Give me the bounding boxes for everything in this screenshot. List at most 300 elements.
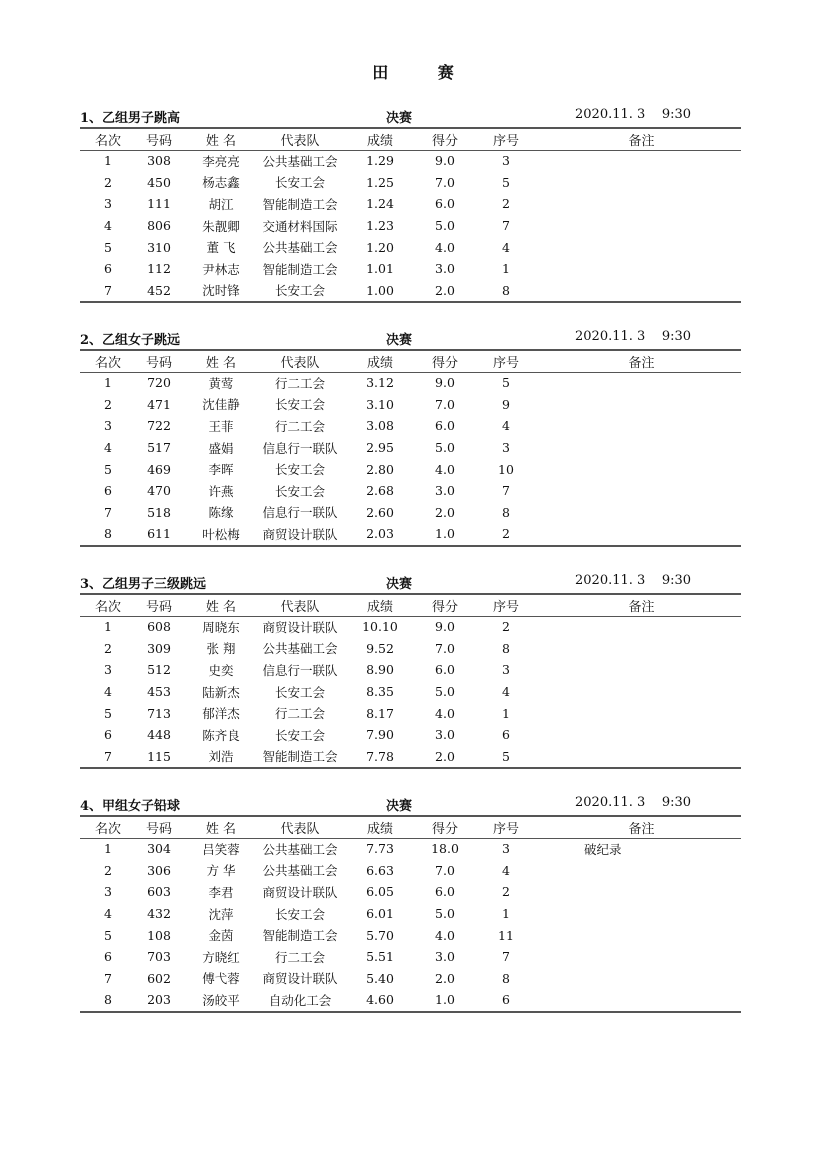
cell-team: 智能制造工会 bbox=[262, 261, 338, 277]
column-header: 得分 bbox=[431, 822, 458, 837]
table-row bbox=[80, 968, 741, 990]
cell-note bbox=[542, 616, 741, 638]
cell-points: 2.0 bbox=[435, 970, 455, 986]
event-round: 决赛 bbox=[386, 333, 413, 348]
cell-no: 603 bbox=[147, 884, 171, 900]
cell-points: 5.0 bbox=[435, 684, 455, 700]
cell-name: 沈佳静 bbox=[202, 397, 240, 413]
cell-rank: 3 bbox=[104, 196, 112, 212]
cell-no: 450 bbox=[147, 174, 171, 190]
results-table bbox=[80, 817, 741, 1011]
cell-no: 310 bbox=[147, 239, 171, 255]
cell-points: 6.0 bbox=[435, 196, 455, 212]
cell-note bbox=[542, 881, 741, 903]
cell-rank: 1 bbox=[104, 841, 112, 857]
cell-no: 111 bbox=[147, 196, 171, 212]
cell-rank: 3 bbox=[104, 884, 112, 900]
cell-name: 李君 bbox=[208, 884, 234, 900]
cell-no: 203 bbox=[147, 992, 171, 1008]
cell-team: 商贸设计联队 bbox=[262, 884, 338, 900]
cell-note bbox=[542, 258, 741, 280]
event-header bbox=[80, 105, 741, 127]
cell-note bbox=[542, 458, 741, 480]
header-bottom-rule bbox=[80, 838, 741, 839]
event-name: 2、乙组女子跳远 bbox=[80, 333, 181, 348]
cell-no: 453 bbox=[147, 684, 171, 700]
cell-score: 3.08 bbox=[366, 418, 394, 434]
cell-name: 汤皎平 bbox=[202, 992, 240, 1008]
cell-team: 长安工会 bbox=[274, 483, 325, 499]
cell-team: 长安工会 bbox=[274, 283, 325, 299]
cell-order: 10 bbox=[498, 461, 514, 477]
table-row bbox=[80, 659, 741, 681]
cell-team: 公共基础工会 bbox=[262, 240, 338, 256]
header-bottom-rule bbox=[80, 150, 741, 151]
cell-name: 刘浩 bbox=[208, 749, 234, 765]
table-row bbox=[80, 193, 741, 215]
cell-score: 6.01 bbox=[366, 906, 394, 922]
cell-note bbox=[542, 989, 741, 1011]
cell-name: 沈萍 bbox=[208, 906, 234, 922]
cell-name: 尹林志 bbox=[202, 261, 240, 277]
cell-no: 512 bbox=[147, 662, 171, 678]
cell-name: 杨志鑫 bbox=[202, 175, 240, 191]
cell-rank: 7 bbox=[104, 282, 112, 298]
table-row bbox=[80, 236, 741, 258]
cell-note bbox=[542, 523, 741, 545]
cell-no: 517 bbox=[147, 440, 171, 456]
column-header: 名次 bbox=[94, 356, 121, 371]
cell-score: 8.35 bbox=[366, 684, 394, 700]
event-datetime: 2020.11. 3 9:30 bbox=[575, 573, 692, 588]
table-row bbox=[80, 702, 741, 724]
cell-no: 806 bbox=[147, 218, 171, 234]
cell-name: 李晖 bbox=[208, 462, 234, 478]
cell-no: 608 bbox=[147, 619, 171, 635]
cell-rank: 6 bbox=[104, 261, 112, 277]
table-row bbox=[80, 860, 741, 882]
column-header: 备注 bbox=[628, 134, 655, 149]
column-header-row bbox=[80, 595, 741, 616]
cell-name: 陆新杰 bbox=[202, 684, 240, 700]
table-row bbox=[80, 437, 741, 459]
cell-order: 5 bbox=[502, 375, 510, 391]
cell-team: 交通材料国际 bbox=[262, 218, 338, 234]
event-name: 3、乙组男子三级跳远 bbox=[80, 577, 207, 592]
cell-note bbox=[542, 924, 741, 946]
cell-order: 2 bbox=[502, 884, 510, 900]
cell-score: 1.01 bbox=[366, 261, 394, 277]
cell-note bbox=[542, 480, 741, 502]
column-header: 得分 bbox=[431, 600, 458, 615]
cell-points: 5.0 bbox=[435, 218, 455, 234]
table-row bbox=[80, 523, 741, 545]
table-bottom-rule bbox=[80, 545, 741, 547]
table-row bbox=[80, 258, 741, 280]
event-datetime: 2020.11. 3 9:30 bbox=[575, 107, 692, 122]
table-row bbox=[80, 215, 741, 237]
cell-no: 108 bbox=[147, 927, 171, 943]
column-header: 备注 bbox=[628, 822, 655, 837]
page-title: 田 赛 bbox=[372, 63, 476, 82]
cell-rank: 5 bbox=[104, 461, 112, 477]
table-row bbox=[80, 746, 741, 768]
column-header: 序号 bbox=[492, 356, 519, 371]
cell-order: 3 bbox=[502, 153, 510, 169]
cell-rank: 8 bbox=[104, 526, 112, 542]
cell-note bbox=[542, 903, 741, 925]
cell-score: 3.12 bbox=[366, 375, 394, 391]
results-table bbox=[80, 129, 741, 301]
column-header: 姓 名 bbox=[205, 134, 237, 149]
cell-score: 5.51 bbox=[366, 949, 394, 965]
cell-points: 7.0 bbox=[435, 640, 455, 656]
column-header: 名次 bbox=[94, 600, 121, 615]
cell-name: 许燕 bbox=[208, 483, 234, 499]
cell-points: 3.0 bbox=[435, 727, 455, 743]
event-header bbox=[80, 793, 741, 815]
cell-team: 商贸设计联队 bbox=[262, 619, 338, 635]
cell-name: 胡江 bbox=[208, 196, 234, 212]
cell-points: 6.0 bbox=[435, 418, 455, 434]
event-name: 1、乙组男子跳高 bbox=[80, 111, 181, 126]
cell-points: 3.0 bbox=[435, 261, 455, 277]
cell-no: 448 bbox=[147, 727, 171, 743]
cell-points: 18.0 bbox=[431, 841, 459, 857]
cell-team: 长安工会 bbox=[274, 727, 325, 743]
cell-team: 行二工会 bbox=[274, 949, 325, 965]
column-header: 号码 bbox=[145, 600, 172, 615]
cell-order: 2 bbox=[502, 196, 510, 212]
column-header: 备注 bbox=[628, 356, 655, 371]
cell-points: 9.0 bbox=[435, 619, 455, 635]
table-row bbox=[80, 724, 741, 746]
event-name: 4、甲组女子铅球 bbox=[80, 799, 181, 814]
table-row bbox=[80, 480, 741, 502]
cell-order: 1 bbox=[502, 705, 510, 721]
cell-score: 1.24 bbox=[366, 196, 394, 212]
table-row bbox=[80, 458, 741, 480]
table-row bbox=[80, 150, 741, 172]
cell-order: 4 bbox=[502, 684, 510, 700]
table-row bbox=[80, 372, 741, 394]
cell-points: 1.0 bbox=[435, 526, 455, 542]
cell-order: 11 bbox=[498, 927, 514, 943]
cell-rank: 4 bbox=[104, 906, 112, 922]
cell-order: 2 bbox=[502, 526, 510, 542]
cell-points: 5.0 bbox=[435, 906, 455, 922]
table-row bbox=[80, 924, 741, 946]
cell-rank: 4 bbox=[104, 684, 112, 700]
cell-name: 傅弋蓉 bbox=[202, 971, 240, 987]
table-bottom-rule bbox=[80, 767, 741, 769]
column-header: 成绩 bbox=[366, 822, 393, 837]
cell-no: 432 bbox=[147, 906, 171, 922]
cell-team: 信息行一联队 bbox=[262, 662, 338, 678]
column-header: 代表队 bbox=[280, 600, 320, 615]
table-bottom-rule bbox=[80, 301, 741, 303]
cell-points: 5.0 bbox=[435, 440, 455, 456]
header-bottom-rule bbox=[80, 616, 741, 617]
cell-score: 10.10 bbox=[362, 619, 398, 635]
event-header bbox=[80, 571, 741, 593]
cell-name: 黄莺 bbox=[208, 375, 234, 391]
event-section bbox=[80, 327, 741, 547]
results-table bbox=[80, 351, 741, 545]
cell-rank: 4 bbox=[104, 440, 112, 456]
cell-note bbox=[542, 280, 741, 302]
table-row bbox=[80, 394, 741, 416]
event-round: 决赛 bbox=[386, 799, 413, 814]
cell-points: 7.0 bbox=[435, 174, 455, 190]
cell-points: 2.0 bbox=[435, 748, 455, 764]
cell-points: 2.0 bbox=[435, 504, 455, 520]
cell-note bbox=[542, 236, 741, 258]
cell-order: 5 bbox=[502, 748, 510, 764]
cell-name: 方 华 bbox=[206, 863, 236, 879]
table-row bbox=[80, 838, 741, 860]
cell-no: 306 bbox=[147, 862, 171, 878]
cell-team: 长安工会 bbox=[274, 175, 325, 191]
cell-team: 智能制造工会 bbox=[262, 749, 338, 765]
cell-rank: 7 bbox=[104, 970, 112, 986]
cell-no: 703 bbox=[147, 949, 171, 965]
cell-points: 3.0 bbox=[435, 949, 455, 965]
cell-no: 304 bbox=[147, 841, 171, 857]
cell-score: 1.00 bbox=[366, 282, 394, 298]
column-header: 姓 名 bbox=[205, 356, 237, 371]
column-header: 得分 bbox=[431, 134, 458, 149]
table-row bbox=[80, 638, 741, 660]
cell-no: 611 bbox=[147, 526, 171, 542]
cell-team: 行二工会 bbox=[274, 375, 325, 391]
cell-name: 朱靓卿 bbox=[202, 218, 240, 234]
table-row bbox=[80, 502, 741, 524]
cell-note bbox=[542, 746, 741, 768]
cell-note bbox=[542, 150, 741, 172]
cell-name: 陈缘 bbox=[208, 505, 234, 521]
cell-score: 4.60 bbox=[366, 992, 394, 1008]
cell-score: 8.90 bbox=[366, 662, 394, 678]
cell-note bbox=[542, 946, 741, 968]
results-table bbox=[80, 595, 741, 767]
event-round: 决赛 bbox=[386, 577, 413, 592]
cell-order: 4 bbox=[502, 862, 510, 878]
cell-score: 2.95 bbox=[366, 440, 394, 456]
cell-rank: 1 bbox=[104, 619, 112, 635]
cell-rank: 5 bbox=[104, 239, 112, 255]
cell-note bbox=[542, 860, 741, 882]
cell-order: 5 bbox=[502, 174, 510, 190]
cell-name: 陈齐良 bbox=[202, 727, 240, 743]
column-header: 号码 bbox=[145, 356, 172, 371]
cell-team: 商贸设计联队 bbox=[262, 971, 338, 987]
cell-rank: 6 bbox=[104, 483, 112, 499]
header-bottom-rule bbox=[80, 372, 741, 373]
table-row bbox=[80, 172, 741, 194]
cell-order: 3 bbox=[502, 440, 510, 456]
cell-no: 309 bbox=[147, 640, 171, 656]
cell-name: 吕笑蓉 bbox=[202, 841, 240, 857]
column-header: 名次 bbox=[94, 822, 121, 837]
cell-rank: 2 bbox=[104, 174, 112, 190]
column-header: 姓 名 bbox=[205, 822, 237, 837]
cell-score: 5.70 bbox=[366, 927, 394, 943]
cell-note: 破纪录 bbox=[584, 841, 622, 857]
cell-team: 公共基础工会 bbox=[262, 863, 338, 879]
cell-note bbox=[542, 215, 741, 237]
cell-no: 452 bbox=[147, 282, 171, 298]
cell-score: 1.23 bbox=[366, 218, 394, 234]
cell-team: 长安工会 bbox=[274, 906, 325, 922]
cell-no: 713 bbox=[147, 705, 171, 721]
cell-rank: 3 bbox=[104, 662, 112, 678]
cell-name: 盛娟 bbox=[208, 440, 234, 456]
cell-team: 信息行一联队 bbox=[262, 440, 338, 456]
cell-no: 471 bbox=[147, 396, 171, 412]
cell-note bbox=[542, 702, 741, 724]
cell-score: 6.63 bbox=[366, 862, 394, 878]
cell-rank: 2 bbox=[104, 640, 112, 656]
column-header-row bbox=[80, 817, 741, 838]
cell-rank: 7 bbox=[104, 748, 112, 764]
cell-order: 6 bbox=[502, 992, 510, 1008]
cell-name: 金茵 bbox=[208, 928, 234, 944]
cell-team: 公共基础工会 bbox=[262, 153, 338, 169]
cell-order: 4 bbox=[502, 239, 510, 255]
column-header-row bbox=[80, 129, 741, 150]
cell-no: 602 bbox=[147, 970, 171, 986]
cell-order: 7 bbox=[502, 483, 510, 499]
cell-order: 6 bbox=[502, 727, 510, 743]
cell-points: 9.0 bbox=[435, 375, 455, 391]
cell-note bbox=[542, 193, 741, 215]
cell-score: 1.20 bbox=[366, 239, 394, 255]
cell-rank: 7 bbox=[104, 504, 112, 520]
cell-score: 1.25 bbox=[366, 174, 394, 190]
cell-name: 郁洋杰 bbox=[202, 706, 240, 722]
cell-rank: 5 bbox=[104, 705, 112, 721]
cell-rank: 2 bbox=[104, 396, 112, 412]
cell-name: 董 飞 bbox=[206, 240, 236, 256]
cell-rank: 8 bbox=[104, 992, 112, 1008]
cell-team: 行二工会 bbox=[274, 418, 325, 434]
cell-order: 2 bbox=[502, 619, 510, 635]
cell-score: 1.29 bbox=[366, 153, 394, 169]
column-header-row bbox=[80, 351, 741, 372]
cell-points: 3.0 bbox=[435, 483, 455, 499]
cell-points: 7.0 bbox=[435, 396, 455, 412]
column-header: 号码 bbox=[145, 134, 172, 149]
cell-points: 2.0 bbox=[435, 282, 455, 298]
cell-points: 4.0 bbox=[435, 927, 455, 943]
cell-score: 2.68 bbox=[366, 483, 394, 499]
event-section bbox=[80, 793, 741, 1013]
cell-team: 自动化工会 bbox=[268, 992, 332, 1008]
column-header: 代表队 bbox=[280, 356, 320, 371]
cell-order: 1 bbox=[502, 261, 510, 277]
cell-team: 商贸设计联队 bbox=[262, 526, 338, 542]
cell-points: 7.0 bbox=[435, 862, 455, 878]
cell-note bbox=[542, 681, 741, 703]
column-header: 序号 bbox=[492, 822, 519, 837]
column-header: 序号 bbox=[492, 134, 519, 149]
cell-name: 史奕 bbox=[208, 662, 234, 678]
cell-note bbox=[542, 172, 741, 194]
cell-team: 长安工会 bbox=[274, 684, 325, 700]
table-row bbox=[80, 415, 741, 437]
cell-points: 6.0 bbox=[435, 662, 455, 678]
table-row bbox=[80, 681, 741, 703]
cell-score: 7.78 bbox=[366, 748, 394, 764]
cell-order: 3 bbox=[502, 841, 510, 857]
cell-score: 2.03 bbox=[366, 526, 394, 542]
cell-order: 7 bbox=[502, 949, 510, 965]
cell-note bbox=[542, 724, 741, 746]
cell-points: 4.0 bbox=[435, 239, 455, 255]
column-header: 成绩 bbox=[366, 600, 393, 615]
event-round: 决赛 bbox=[386, 111, 413, 126]
column-header: 名次 bbox=[94, 134, 121, 149]
table-row bbox=[80, 280, 741, 302]
cell-no: 470 bbox=[147, 483, 171, 499]
cell-rank: 5 bbox=[104, 927, 112, 943]
column-header: 号码 bbox=[145, 822, 172, 837]
cell-rank: 1 bbox=[104, 375, 112, 391]
event-datetime: 2020.11. 3 9:30 bbox=[575, 795, 692, 810]
cell-score: 6.05 bbox=[366, 884, 394, 900]
cell-score: 5.40 bbox=[366, 970, 394, 986]
cell-points: 4.0 bbox=[435, 705, 455, 721]
cell-no: 115 bbox=[147, 748, 171, 764]
cell-note bbox=[542, 372, 741, 394]
cell-no: 720 bbox=[147, 375, 171, 391]
cell-rank: 6 bbox=[104, 949, 112, 965]
cell-team: 长安工会 bbox=[274, 397, 325, 413]
cell-points: 6.0 bbox=[435, 884, 455, 900]
cell-team: 公共基础工会 bbox=[262, 841, 338, 857]
cell-no: 518 bbox=[147, 504, 171, 520]
cell-order: 9 bbox=[502, 396, 510, 412]
cell-rank: 2 bbox=[104, 862, 112, 878]
cell-note bbox=[542, 638, 741, 660]
cell-score: 9.52 bbox=[366, 640, 394, 656]
cell-order: 8 bbox=[502, 640, 510, 656]
cell-name: 叶松梅 bbox=[202, 526, 240, 542]
cell-note bbox=[542, 394, 741, 416]
cell-team: 行二工会 bbox=[274, 706, 325, 722]
column-header: 备注 bbox=[628, 600, 655, 615]
cell-score: 2.80 bbox=[366, 461, 394, 477]
cell-score: 7.73 bbox=[366, 841, 394, 857]
cell-order: 7 bbox=[502, 218, 510, 234]
cell-order: 3 bbox=[502, 662, 510, 678]
column-header: 成绩 bbox=[366, 356, 393, 371]
table-row bbox=[80, 989, 741, 1011]
cell-note bbox=[542, 502, 741, 524]
cell-team: 长安工会 bbox=[274, 462, 325, 478]
cell-order: 8 bbox=[502, 282, 510, 298]
cell-order: 8 bbox=[502, 970, 510, 986]
column-header: 姓 名 bbox=[205, 600, 237, 615]
cell-name: 周晓东 bbox=[202, 619, 240, 635]
event-datetime: 2020.11. 3 9:30 bbox=[575, 329, 692, 344]
cell-note bbox=[542, 968, 741, 990]
column-header: 代表队 bbox=[280, 134, 320, 149]
cell-note bbox=[542, 437, 741, 459]
cell-team: 智能制造工会 bbox=[262, 928, 338, 944]
cell-rank: 1 bbox=[104, 153, 112, 169]
